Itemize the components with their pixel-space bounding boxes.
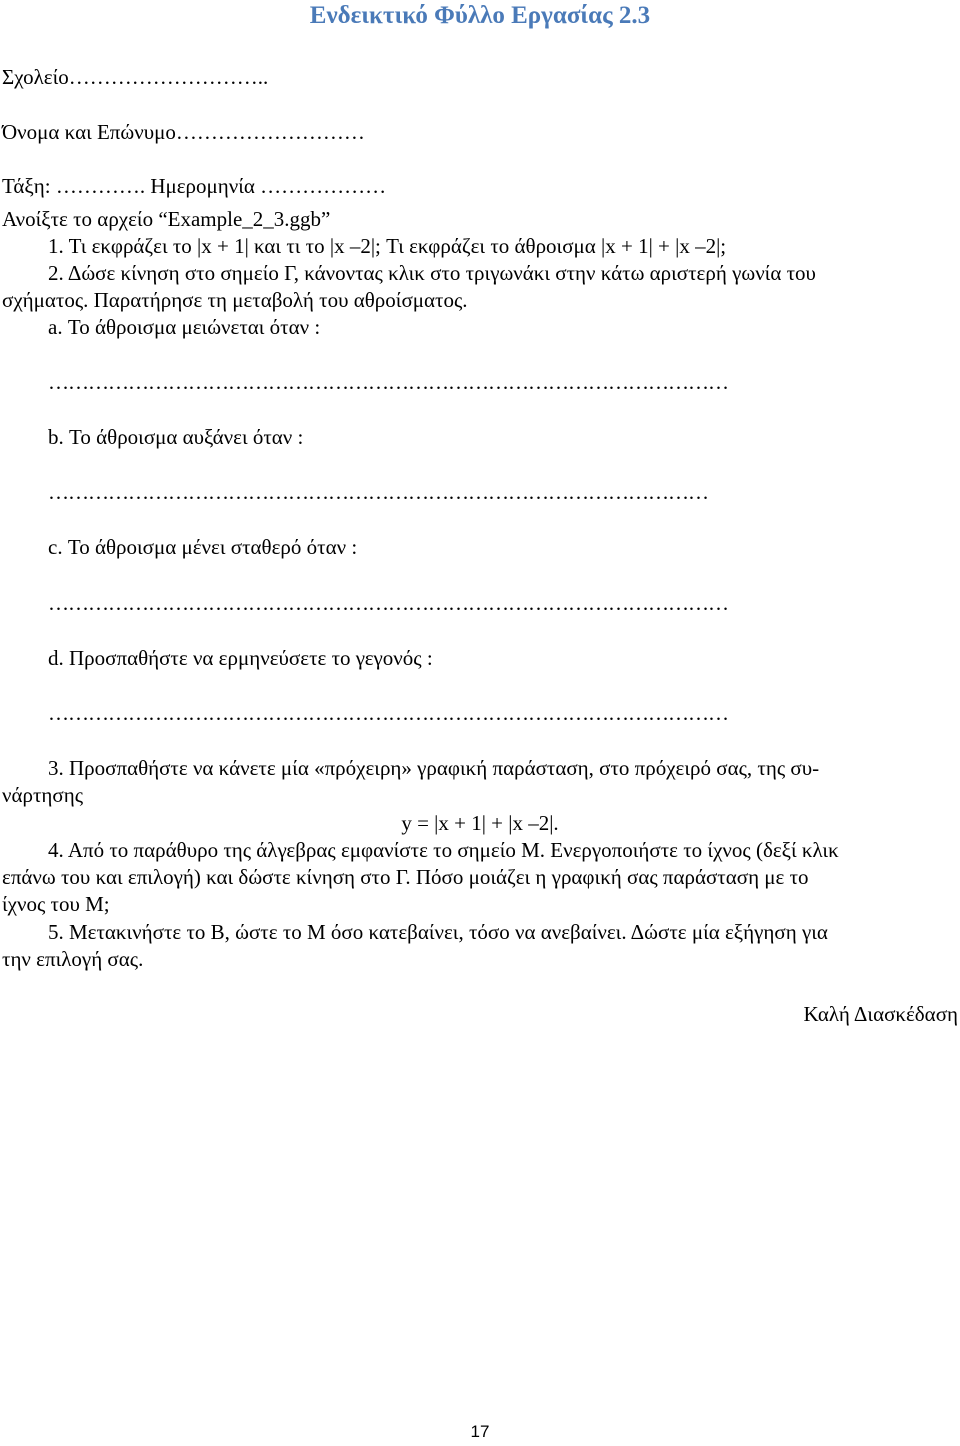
question-2d: d. Προσπαθήστε να ερμηνεύσετε το γεγονός : — [48, 646, 433, 670]
class-date-field: Τάξη: …………. Ημερομηνία ……………… — [2, 174, 387, 198]
question-5-line-1: 5. Μετακινήστε το Β, ώστε το Μ όσο κατεβαίνει, τόσο να ανεβαίνει. Δώστε μία εξήγηση για — [48, 920, 828, 944]
question-3-formula: y = |x + 1| + |x –2|. — [401, 811, 559, 835]
school-field: Σχολείο……………………….. — [2, 65, 269, 89]
question-4-line-1: 4. Από το παράθυρο της άλγεβρας εμφανίστε το σημείο Μ. Ενεργοποιήστε το ίχνος (δεξί κλικ — [48, 838, 839, 862]
question-2b: b. Το άθροισμα αυξάνει όταν : — [48, 425, 304, 449]
worksheet-title: Ενδεικτικό Φύλλο Εργασίας 2.3 — [309, 2, 651, 29]
answer-line-2b: ……………………………………………………………………………………… — [48, 480, 708, 504]
question-2-line-1: 2. Δώσε κίνηση στο σημείο Γ, κάνοντας κλικ στο τριγωνάκι στην κάτω αριστερή γωνία του — [48, 261, 816, 285]
question-2a: a. Το άθροισμα μειώνεται όταν : — [48, 315, 321, 339]
question-3-line-2: νάρτησης — [2, 783, 84, 807]
open-file-instruction: Ανοίξτε το αρχείο “Example_2_3.ggb” — [2, 207, 331, 231]
answer-line-2d: ………………………………………………………………………………………… — [48, 701, 728, 725]
question-1: 1. Τι εκφράζει το |x + 1| και τι το |x –2|; Τι εκφράζει το άθροισμα |x + 1| + |x –2|; — [48, 234, 727, 258]
question-4-line-2: επάνω του και επιλογή) και δώστε κίνηση στο Γ. Πόσο μοιάζει η γραφική σας παράσταση με το — [2, 865, 809, 889]
answer-line-2a: ………………………………………………………………………………………… — [48, 370, 728, 394]
question-2-line-2: σχήματος. Παρατήρησε τη μεταβολή του αθροίσματος. — [2, 288, 468, 312]
question-3-line-1: 3. Προσπαθήστε να κάνετε μία «πρόχειρη» γραφική παράσταση, στο πρόχειρό σας, της συ- — [48, 756, 820, 780]
question-5-line-2: την επιλογή σας. — [2, 947, 144, 971]
question-4-line-3: ίχνος του Μ; — [2, 892, 110, 916]
closing-remark: Καλή Διασκέδαση — [803, 1002, 958, 1026]
question-2c: c. Το άθροισμα μένει σταθερό όταν : — [48, 535, 358, 559]
name-field: Όνομα και Επώνυμο……………………… — [2, 120, 365, 144]
page-number: 17 — [470, 1422, 490, 1441]
answer-line-2c: ………………………………………………………………………………………… — [48, 591, 728, 615]
